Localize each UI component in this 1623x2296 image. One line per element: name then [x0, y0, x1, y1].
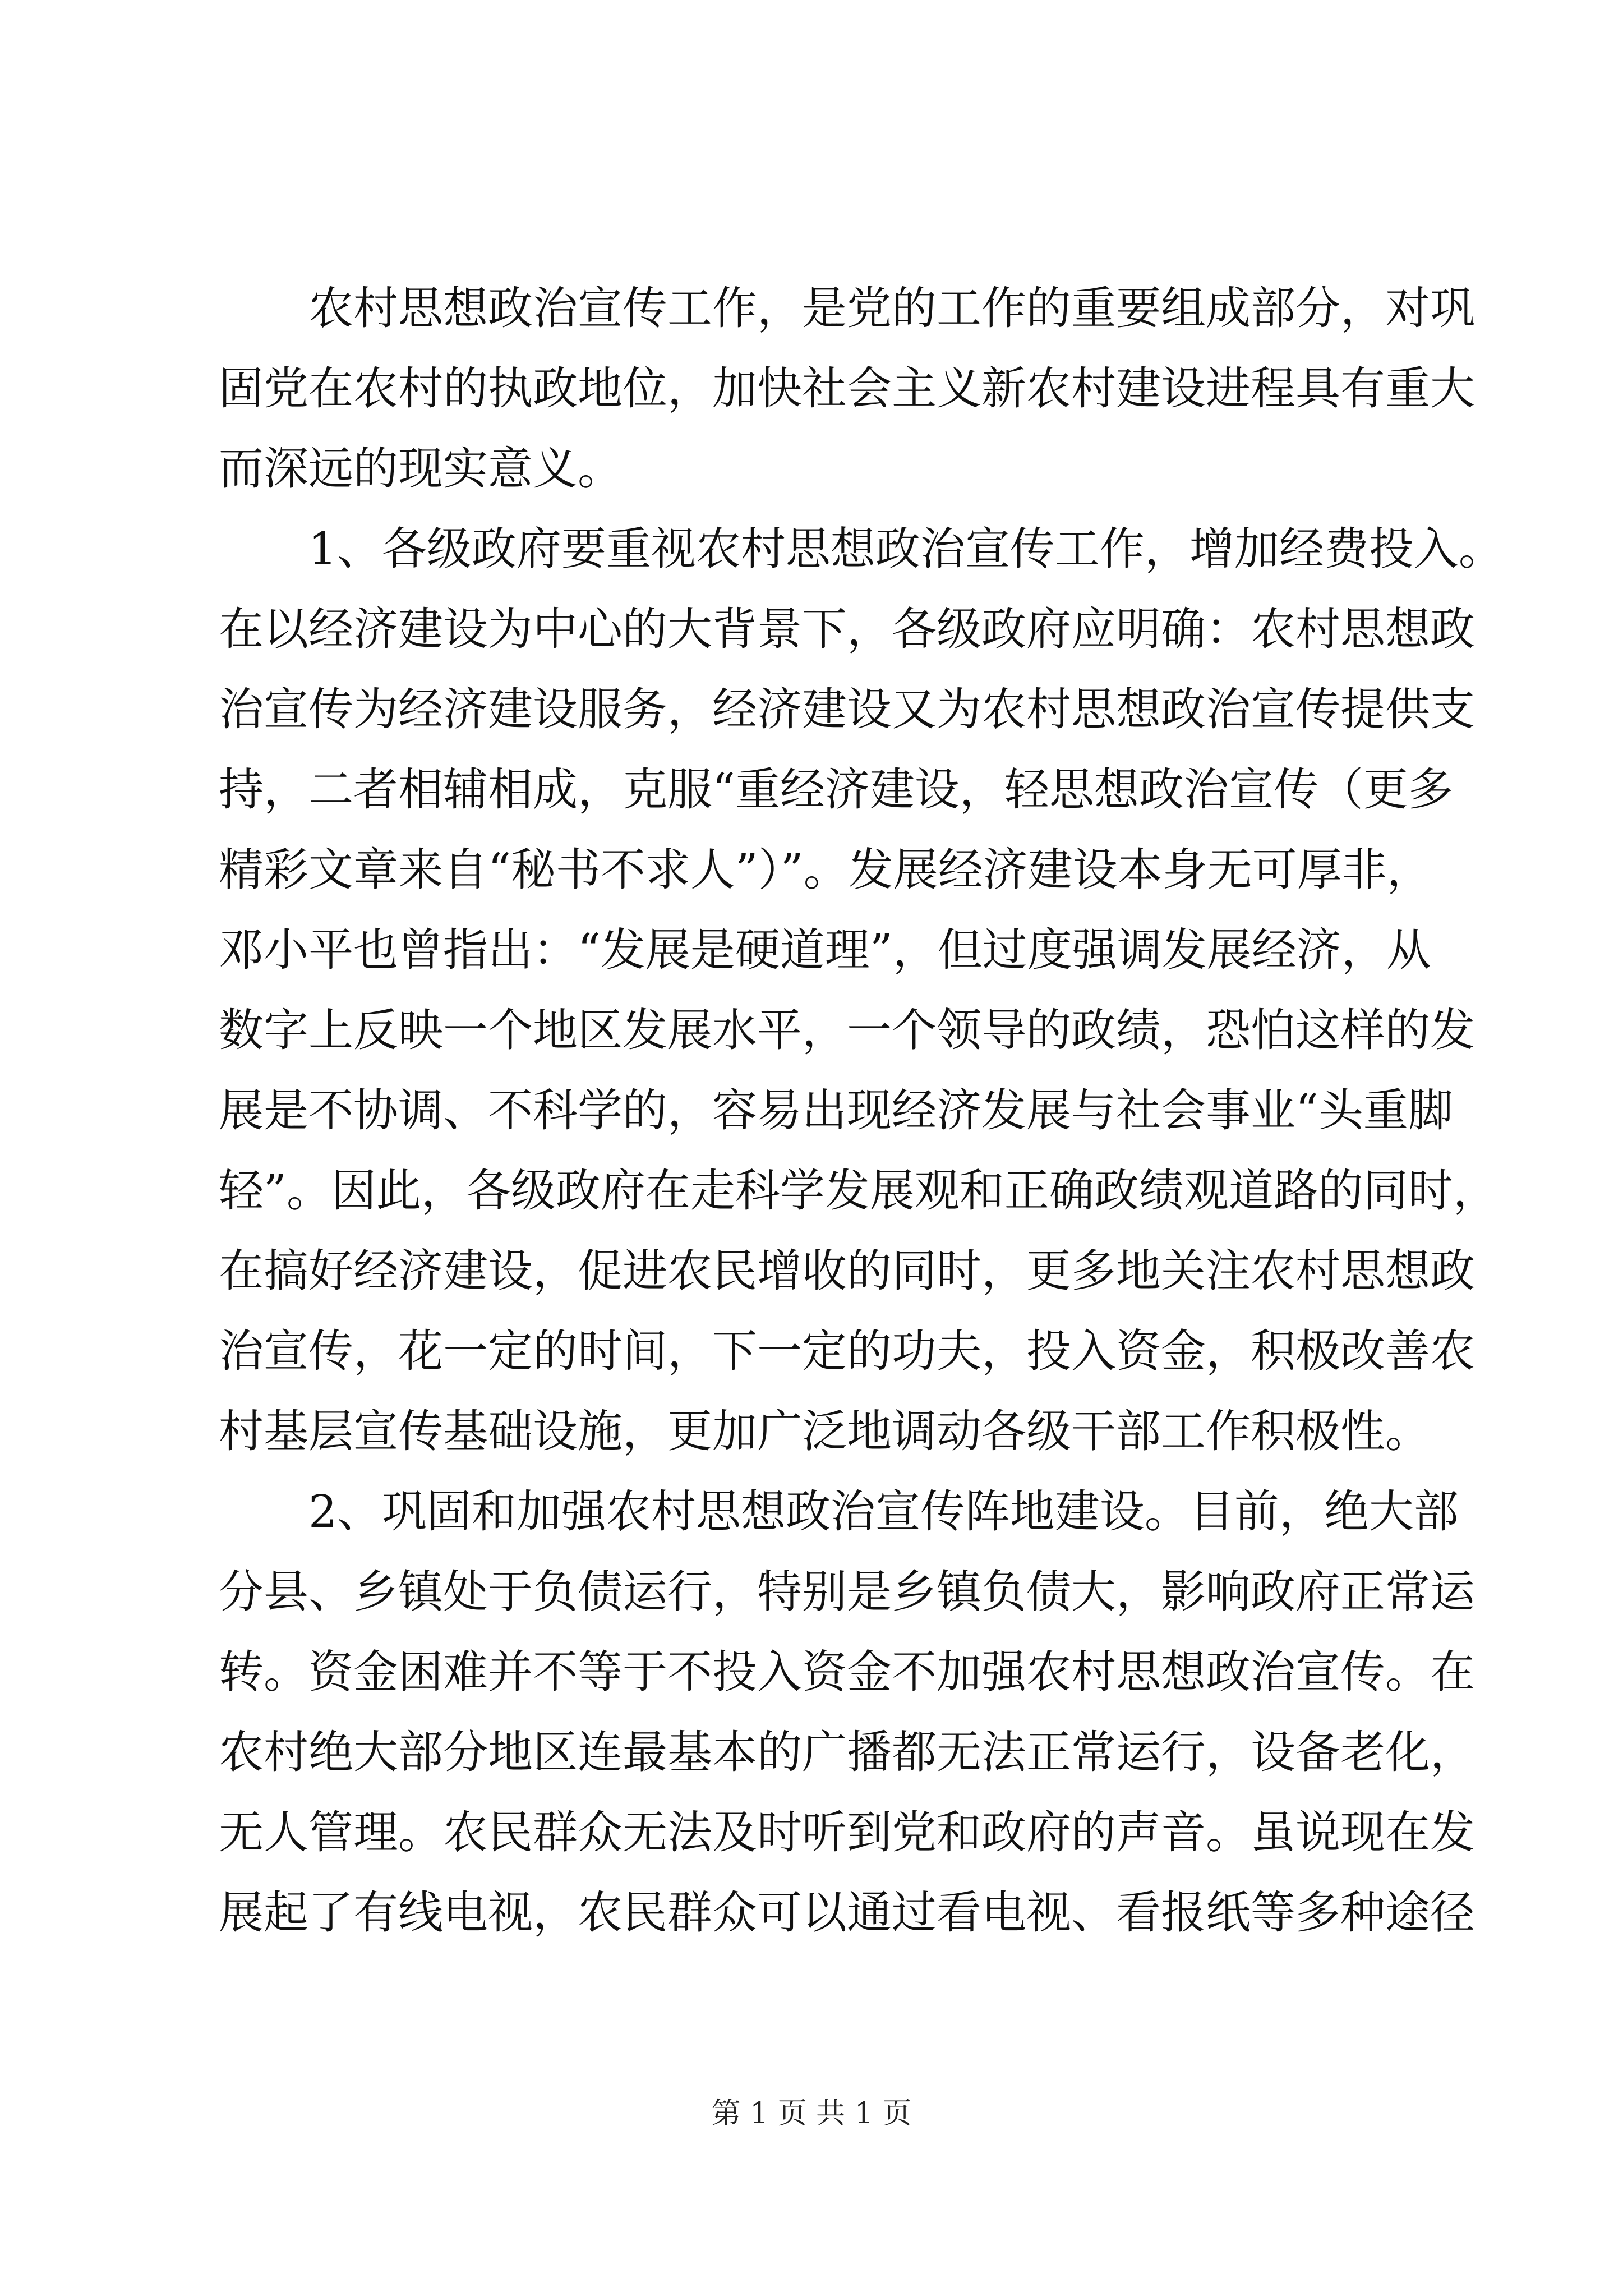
page-number-label: 第 1 页 共 1 页	[711, 2097, 912, 2131]
text-line: 而深远的现实意义。	[219, 443, 623, 495]
document-body	[219, 268, 1504, 1953]
paragraph-intro	[219, 268, 1475, 509]
paragraph-point-1	[219, 509, 1504, 1471]
paragraph-point-2	[219, 1471, 1475, 1953]
text-line: 在搞好经济建设，促进农民增收的同时，更多地关注农村思想政	[219, 1245, 1475, 1297]
text-line: 持，二者相辅相成，克服“重经济建设，轻思想政治宣传（更多	[219, 763, 1453, 816]
text-line: 农村思想政治宣传工作，是党的工作的重要组成部分，对巩	[308, 282, 1475, 334]
text-line: 轻”。因此，各级政府在走科学发展观和正确政绩观道路的同时，	[219, 1165, 1498, 1217]
text-line: 精彩文章来自“秘书不求人”）”。发展经济建设本身无可厚非，	[219, 844, 1432, 896]
text-line: 治宣传，花一定的时间，下一定的功夫，投入资金，积极改善农	[219, 1325, 1475, 1377]
text-line: 邓小平也曾指出：“发展是硬道理”，但过度强调发展经济，从	[219, 924, 1431, 976]
text-line: 固党在农村的执政地位，加快社会主义新农村建设进程具有重大	[219, 362, 1475, 415]
text-line: 数字上反映一个地区发展水平，一个领导的政绩，恐怕这样的发	[219, 1004, 1475, 1056]
text-line: 1、各级政府要重视农村思想政治宣传工作，增加经费投入。	[308, 523, 1504, 575]
text-line: 无人管理。农民群众无法及时听到党和政府的声音。虽说现在发	[219, 1806, 1475, 1858]
text-line: 在以经济建设为中心的大背景下，各级政府应明确：农村思想政	[219, 603, 1475, 655]
text-line: 2、巩固和加强农村思想政治宣传阵地建设。目前，绝大部	[308, 1485, 1459, 1538]
page-footer	[0, 2090, 1623, 2132]
text-line: 转。资金困难并不等于不投入资金不加强农村思想政治宣传。在	[219, 1646, 1475, 1698]
text-line: 展是不协调、不科学的，容易出现经济发展与社会事业“头重脚	[219, 1084, 1453, 1137]
text-line: 展起了有线电视，农民群众可以通过看电视、看报纸等多种途径	[219, 1887, 1475, 1939]
text-line: 分县、乡镇处于负债运行，特别是乡镇负债大，影响政府正常运	[219, 1566, 1475, 1618]
text-line: 治宣传为经济建设服务，经济建设又为农村思想政治宣传提供支	[219, 683, 1475, 735]
text-line: 村基层宣传基础设施，更加广泛地调动各级干部工作积极性。	[219, 1405, 1430, 1457]
text-line: 农村绝大部分地区连最基本的广播都无法正常运行，设备老化，	[219, 1726, 1475, 1778]
